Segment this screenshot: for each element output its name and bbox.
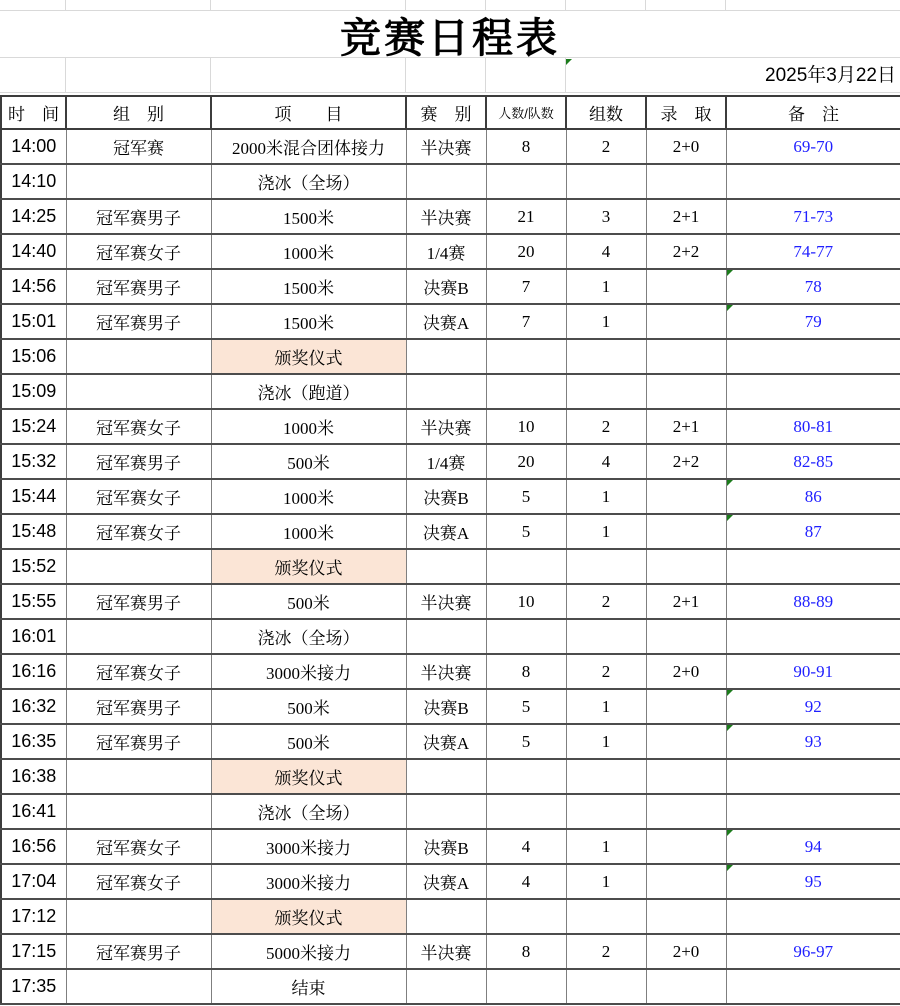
column-header-count[interactable]: 人数/队数 xyxy=(486,96,566,129)
admit-cell[interactable] xyxy=(646,899,726,934)
race-cell[interactable]: 半决赛 xyxy=(406,199,486,234)
note-cell[interactable]: 95 xyxy=(726,864,900,899)
group-cell[interactable]: 冠军赛 xyxy=(66,129,211,164)
table-row xyxy=(1,409,900,444)
groups-cell[interactable]: 2 xyxy=(566,584,646,619)
event-cell[interactable]: 1500米 xyxy=(211,304,406,339)
count-cell[interactable]: 20 xyxy=(486,444,566,479)
groups-cell[interactable] xyxy=(566,164,646,199)
group-cell[interactable]: 冠军赛男子 xyxy=(66,934,211,969)
column-header-group[interactable]: 组 别 xyxy=(66,96,211,129)
group-cell[interactable] xyxy=(66,339,211,374)
note-cell[interactable]: 87 xyxy=(726,514,900,549)
note-cell[interactable] xyxy=(726,374,900,409)
race-cell[interactable]: 半决赛 xyxy=(406,654,486,689)
admit-cell[interactable] xyxy=(646,829,726,864)
group-cell[interactable]: 冠军赛女子 xyxy=(66,234,211,269)
cell-error-marker-icon xyxy=(727,690,733,696)
event-cell[interactable]: 1500米 xyxy=(211,199,406,234)
table-row xyxy=(1,654,900,689)
cell-error-marker-icon xyxy=(727,515,733,521)
note-cell[interactable] xyxy=(726,339,900,374)
groups-cell[interactable]: 2 xyxy=(566,654,646,689)
event-cell[interactable]: 500米 xyxy=(211,584,406,619)
groups-cell[interactable] xyxy=(566,549,646,584)
table-row xyxy=(1,199,900,234)
group-cell[interactable]: 冠军赛男子 xyxy=(66,199,211,234)
admit-cell[interactable] xyxy=(646,514,726,549)
table-row xyxy=(1,584,900,619)
race-cell[interactable]: 1/4赛 xyxy=(406,234,486,269)
note-cell[interactable]: 93 xyxy=(726,724,900,759)
race-cell[interactable]: 决赛A xyxy=(406,304,486,339)
note-cell[interactable]: 69-70 xyxy=(726,129,900,164)
groups-cell[interactable]: 1 xyxy=(566,304,646,339)
group-cell[interactable] xyxy=(66,969,211,1004)
event-cell[interactable]: 3000米接力 xyxy=(211,864,406,899)
time-cell[interactable]: 15:44 xyxy=(1,479,66,514)
time-cell[interactable]: 14:00 xyxy=(1,129,66,164)
event-cell[interactable]: 1000米 xyxy=(211,409,406,444)
table-header-row xyxy=(1,96,900,129)
admit-cell[interactable]: 2+1 xyxy=(646,584,726,619)
groups-cell[interactable]: 1 xyxy=(566,479,646,514)
event-cell[interactable]: 500米 xyxy=(211,689,406,724)
header-row xyxy=(1,96,900,129)
table-row xyxy=(1,829,900,864)
admit-cell[interactable]: 2+1 xyxy=(646,409,726,444)
table-row xyxy=(1,514,900,549)
schedule-table xyxy=(0,95,900,1005)
table-row xyxy=(1,479,900,514)
note-cell[interactable] xyxy=(726,969,900,1004)
time-cell[interactable]: 14:25 xyxy=(1,199,66,234)
cell-error-marker-icon xyxy=(727,270,733,276)
race-cell[interactable]: 半决赛 xyxy=(406,584,486,619)
time-cell[interactable]: 15:09 xyxy=(1,374,66,409)
table-row xyxy=(1,304,900,339)
cell-error-marker-icon xyxy=(727,480,733,486)
group-cell[interactable]: 冠军赛男子 xyxy=(66,689,211,724)
admit-cell[interactable]: 2+2 xyxy=(646,234,726,269)
note-cell[interactable] xyxy=(726,164,900,199)
race-cell[interactable]: 半决赛 xyxy=(406,409,486,444)
table-row xyxy=(1,899,900,934)
note-cell[interactable]: 71-73 xyxy=(726,199,900,234)
note-cell[interactable]: 82-85 xyxy=(726,444,900,479)
time-cell[interactable]: 17:35 xyxy=(1,969,66,1004)
event-cell[interactable]: 3000米接力 xyxy=(211,829,406,864)
event-cell[interactable]: 3000米接力 xyxy=(211,654,406,689)
groups-cell[interactable] xyxy=(566,794,646,829)
event-cell[interactable]: 1000米 xyxy=(211,234,406,269)
count-cell[interactable] xyxy=(486,899,566,934)
table-row xyxy=(1,759,900,794)
admit-cell[interactable] xyxy=(646,269,726,304)
event-cell[interactable]: 浇冰（全场） xyxy=(211,794,406,829)
group-cell[interactable] xyxy=(66,759,211,794)
table-row xyxy=(1,549,900,584)
admit-cell[interactable] xyxy=(646,479,726,514)
event-cell[interactable]: 颁奖仪式 xyxy=(211,899,406,934)
event-cell[interactable]: 2000米混合团体接力 xyxy=(211,129,406,164)
table-row xyxy=(1,794,900,829)
cell-error-marker-icon xyxy=(727,305,733,311)
table-row xyxy=(1,619,900,654)
time-cell[interactable]: 16:16 xyxy=(1,654,66,689)
admit-cell[interactable] xyxy=(646,304,726,339)
group-cell[interactable]: 冠军赛女子 xyxy=(66,654,211,689)
count-cell[interactable] xyxy=(486,549,566,584)
cell-error-marker-icon xyxy=(727,725,733,731)
note-cell[interactable]: 80-81 xyxy=(726,409,900,444)
time-cell[interactable]: 16:56 xyxy=(1,829,66,864)
event-cell[interactable]: 颁奖仪式 xyxy=(211,549,406,584)
race-cell[interactable]: 决赛B xyxy=(406,829,486,864)
groups-cell[interactable]: 2 xyxy=(566,409,646,444)
count-cell[interactable] xyxy=(486,164,566,199)
race-cell[interactable] xyxy=(406,374,486,409)
note-cell[interactable]: 79 xyxy=(726,304,900,339)
admit-cell[interactable]: 2+0 xyxy=(646,654,726,689)
table-row xyxy=(1,724,900,759)
race-cell[interactable]: 决赛A xyxy=(406,864,486,899)
table-row xyxy=(1,269,900,304)
race-cell[interactable]: 决赛A xyxy=(406,514,486,549)
date-cell[interactable]: 2025年3月22日 xyxy=(765,65,896,86)
table-body xyxy=(1,129,900,1004)
groups-cell[interactable]: 1 xyxy=(566,864,646,899)
groups-cell[interactable]: 1 xyxy=(566,269,646,304)
groups-cell[interactable]: 1 xyxy=(566,724,646,759)
groups-cell[interactable]: 4 xyxy=(566,234,646,269)
count-cell[interactable]: 5 xyxy=(486,514,566,549)
race-cell[interactable] xyxy=(406,969,486,1004)
race-cell[interactable]: 决赛A xyxy=(406,724,486,759)
time-cell[interactable]: 14:56 xyxy=(1,269,66,304)
count-cell[interactable]: 4 xyxy=(486,829,566,864)
admit-cell[interactable] xyxy=(646,969,726,1004)
count-cell[interactable]: 21 xyxy=(486,199,566,234)
table-row xyxy=(1,689,900,724)
admit-cell[interactable] xyxy=(646,549,726,584)
race-cell[interactable] xyxy=(406,759,486,794)
group-cell[interactable] xyxy=(66,164,211,199)
race-cell[interactable] xyxy=(406,549,486,584)
group-cell[interactable]: 冠军赛女子 xyxy=(66,864,211,899)
column-header-time[interactable]: 时 间 xyxy=(1,96,66,129)
time-cell[interactable]: 17:04 xyxy=(1,864,66,899)
count-cell[interactable] xyxy=(486,969,566,1004)
count-cell[interactable]: 8 xyxy=(486,129,566,164)
group-cell[interactable]: 冠军赛男子 xyxy=(66,269,211,304)
note-cell[interactable] xyxy=(726,899,900,934)
time-cell[interactable]: 15:24 xyxy=(1,409,66,444)
admit-cell[interactable] xyxy=(646,339,726,374)
column-header-admit[interactable]: 录 取 xyxy=(646,96,726,129)
cell-error-marker-icon xyxy=(727,865,733,871)
note-cell[interactable]: 74-77 xyxy=(726,234,900,269)
count-cell[interactable]: 4 xyxy=(486,864,566,899)
group-cell[interactable] xyxy=(66,374,211,409)
group-cell[interactable] xyxy=(66,549,211,584)
table-row xyxy=(1,129,900,164)
group-cell[interactable]: 冠军赛女子 xyxy=(66,479,211,514)
event-cell[interactable]: 1500米 xyxy=(211,269,406,304)
admit-cell[interactable]: 2+1 xyxy=(646,199,726,234)
sheet-title: 竞赛日程表 xyxy=(340,15,560,61)
groups-cell[interactable]: 4 xyxy=(566,444,646,479)
count-cell[interactable]: 5 xyxy=(486,689,566,724)
admit-cell[interactable] xyxy=(646,724,726,759)
groups-cell[interactable] xyxy=(566,899,646,934)
time-cell[interactable]: 16:41 xyxy=(1,794,66,829)
admit-cell[interactable] xyxy=(646,794,726,829)
event-cell[interactable]: 1000米 xyxy=(211,514,406,549)
count-cell[interactable]: 10 xyxy=(486,584,566,619)
count-cell[interactable] xyxy=(486,374,566,409)
groups-cell[interactable]: 2 xyxy=(566,934,646,969)
column-header-groups[interactable]: 组数 xyxy=(566,96,646,129)
admit-cell[interactable]: 2+0 xyxy=(646,934,726,969)
race-cell[interactable]: 决赛B xyxy=(406,689,486,724)
note-cell[interactable] xyxy=(726,619,900,654)
admit-cell[interactable] xyxy=(646,619,726,654)
groups-cell[interactable] xyxy=(566,969,646,1004)
admit-cell[interactable] xyxy=(646,164,726,199)
group-cell[interactable]: 冠军赛女子 xyxy=(66,409,211,444)
time-cell[interactable]: 15:01 xyxy=(1,304,66,339)
race-cell[interactable]: 决赛B xyxy=(406,269,486,304)
admit-cell[interactable] xyxy=(646,689,726,724)
groups-cell[interactable]: 1 xyxy=(566,514,646,549)
race-cell[interactable] xyxy=(406,339,486,374)
note-cell[interactable] xyxy=(726,549,900,584)
groups-cell[interactable]: 1 xyxy=(566,689,646,724)
time-cell[interactable]: 16:01 xyxy=(1,619,66,654)
event-cell[interactable]: 500米 xyxy=(211,444,406,479)
admit-cell[interactable]: 2+2 xyxy=(646,444,726,479)
admit-cell[interactable] xyxy=(646,864,726,899)
group-cell[interactable]: 冠军赛男子 xyxy=(66,444,211,479)
group-cell[interactable] xyxy=(66,794,211,829)
admit-cell[interactable] xyxy=(646,759,726,794)
cell-error-marker-icon xyxy=(727,830,733,836)
groups-cell[interactable] xyxy=(566,374,646,409)
column-header-note[interactable]: 备 注 xyxy=(726,96,900,129)
count-cell[interactable]: 5 xyxy=(486,724,566,759)
count-cell[interactable]: 10 xyxy=(486,409,566,444)
group-cell[interactable] xyxy=(66,619,211,654)
groups-cell[interactable]: 2 xyxy=(566,129,646,164)
table-row xyxy=(1,934,900,969)
event-cell[interactable]: 浇冰（全场） xyxy=(211,619,406,654)
note-cell[interactable]: 96-97 xyxy=(726,934,900,969)
table-row xyxy=(1,864,900,899)
group-cell[interactable]: 冠军赛男子 xyxy=(66,724,211,759)
race-cell[interactable] xyxy=(406,164,486,199)
note-cell[interactable]: 94 xyxy=(726,829,900,864)
event-cell[interactable]: 浇冰（全场） xyxy=(211,164,406,199)
event-cell[interactable]: 1000米 xyxy=(211,479,406,514)
race-cell[interactable]: 1/4赛 xyxy=(406,444,486,479)
note-cell[interactable] xyxy=(726,794,900,829)
admit-cell[interactable] xyxy=(646,374,726,409)
note-cell[interactable]: 86 xyxy=(726,479,900,514)
event-cell[interactable]: 结束 xyxy=(211,969,406,1004)
count-cell[interactable] xyxy=(486,759,566,794)
event-cell[interactable]: 颁奖仪式 xyxy=(211,759,406,794)
table-row xyxy=(1,164,900,199)
admit-cell[interactable]: 2+0 xyxy=(646,129,726,164)
event-cell[interactable]: 颁奖仪式 xyxy=(211,339,406,374)
race-cell[interactable]: 半决赛 xyxy=(406,934,486,969)
table-row xyxy=(1,374,900,409)
groups-cell[interactable] xyxy=(566,759,646,794)
event-cell[interactable]: 5000米接力 xyxy=(211,934,406,969)
race-cell[interactable]: 决赛B xyxy=(406,479,486,514)
count-cell[interactable]: 5 xyxy=(486,479,566,514)
event-cell[interactable]: 500米 xyxy=(211,724,406,759)
group-cell[interactable]: 冠军赛男子 xyxy=(66,584,211,619)
note-cell[interactable] xyxy=(726,759,900,794)
group-cell[interactable] xyxy=(66,899,211,934)
count-cell[interactable] xyxy=(486,339,566,374)
group-cell[interactable]: 冠军赛女子 xyxy=(66,829,211,864)
race-cell[interactable] xyxy=(406,899,486,934)
table-row xyxy=(1,234,900,269)
count-cell[interactable] xyxy=(486,794,566,829)
note-cell[interactable]: 90-91 xyxy=(726,654,900,689)
group-cell[interactable]: 冠军赛女子 xyxy=(66,514,211,549)
time-cell[interactable]: 15:06 xyxy=(1,339,66,374)
race-cell[interactable] xyxy=(406,619,486,654)
note-cell[interactable]: 88-89 xyxy=(726,584,900,619)
time-cell[interactable]: 15:55 xyxy=(1,584,66,619)
count-cell[interactable]: 7 xyxy=(486,304,566,339)
count-cell[interactable] xyxy=(486,619,566,654)
group-cell[interactable]: 冠军赛男子 xyxy=(66,304,211,339)
count-cell[interactable]: 8 xyxy=(486,934,566,969)
note-cell[interactable]: 78 xyxy=(726,269,900,304)
groups-cell[interactable] xyxy=(566,339,646,374)
groups-cell[interactable]: 1 xyxy=(566,829,646,864)
time-cell[interactable]: 15:32 xyxy=(1,444,66,479)
time-cell[interactable]: 15:48 xyxy=(1,514,66,549)
table-row xyxy=(1,969,900,1004)
time-cell[interactable]: 16:38 xyxy=(1,759,66,794)
count-cell[interactable]: 7 xyxy=(486,269,566,304)
count-cell[interactable]: 20 xyxy=(486,234,566,269)
race-cell[interactable]: 半决赛 xyxy=(406,129,486,164)
groups-cell[interactable] xyxy=(566,619,646,654)
time-cell[interactable]: 14:10 xyxy=(1,164,66,199)
table-row xyxy=(1,339,900,374)
time-cell[interactable]: 14:40 xyxy=(1,234,66,269)
count-cell[interactable]: 8 xyxy=(486,654,566,689)
column-header-event[interactable]: 项 目 xyxy=(211,96,406,129)
time-cell[interactable]: 17:15 xyxy=(1,934,66,969)
table-row xyxy=(1,444,900,479)
time-cell[interactable]: 17:12 xyxy=(1,899,66,934)
column-header-race[interactable]: 赛 别 xyxy=(406,96,486,129)
event-cell[interactable]: 浇冰（跑道） xyxy=(211,374,406,409)
time-cell[interactable]: 15:52 xyxy=(1,549,66,584)
time-cell[interactable]: 16:35 xyxy=(1,724,66,759)
time-cell[interactable]: 16:32 xyxy=(1,689,66,724)
race-cell[interactable] xyxy=(406,794,486,829)
note-cell[interactable]: 92 xyxy=(726,689,900,724)
groups-cell[interactable]: 3 xyxy=(566,199,646,234)
